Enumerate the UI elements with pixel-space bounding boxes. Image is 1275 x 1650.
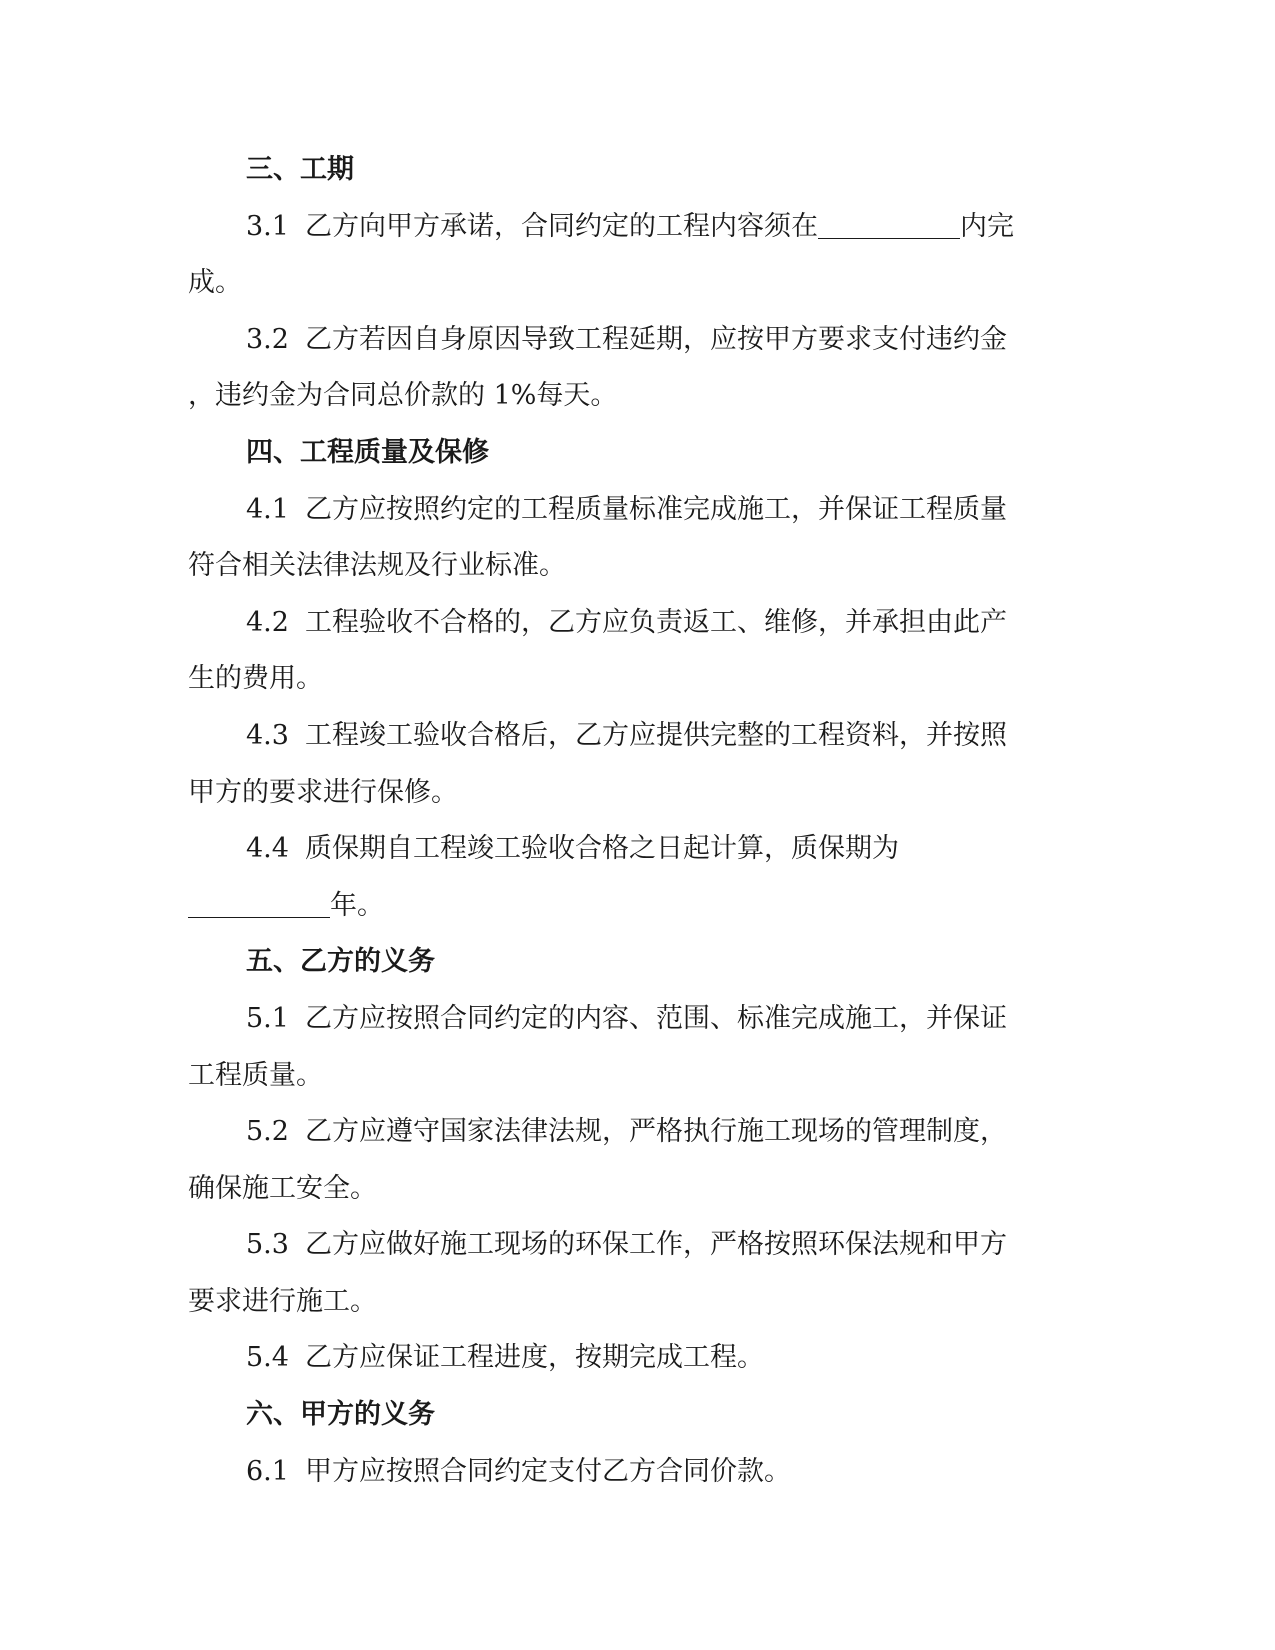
clause-3-1 [188, 199, 1058, 256]
clause-4-4 [188, 821, 1058, 878]
clause-text: 甲方应按照合同约定支付乙方合同价款。 [304, 1455, 791, 1487]
clause-number: 5.4 [246, 1342, 289, 1374]
section-heading: 三、工期 [246, 154, 354, 185]
clause-5-2 [188, 1104, 1058, 1161]
clause-number: 6.1 [246, 1455, 289, 1487]
clause-number: 4.2 [246, 606, 289, 638]
clause-5-2-continuation: 确保施工安全。 [188, 1172, 377, 1204]
clause-5-4 [188, 1330, 1058, 1387]
clause-number: 5.1 [246, 1002, 289, 1034]
fill-in-blank [818, 210, 960, 239]
document-body [188, 142, 1058, 1500]
clause-number: 4.4 [246, 833, 289, 865]
clause-6-1 [188, 1444, 1058, 1501]
clause-text: 乙方应做好施工现场的环保工作，严格按照环保法规和甲方 [304, 1229, 1007, 1261]
clause-5-3 [188, 1217, 1058, 1274]
section-heading: 六、甲方的义务 [246, 1399, 435, 1431]
clause-4-1-continuation: 符合相关法律法规及行业标准。 [188, 550, 566, 582]
clause-number: 4.1 [246, 493, 289, 525]
clause-5-1-continuation: 工程质量。 [188, 1059, 323, 1091]
clause-4-3 [188, 708, 1058, 765]
clause-text: 乙方应按照合同约定的内容、范围、标准完成施工，并保证 [304, 1002, 1007, 1034]
clause-text: 年。 [330, 889, 384, 921]
clause-text: 乙方若因自身原因导致工程延期，应按甲方要求支付违约金 [304, 323, 1007, 355]
clause-number: 4.3 [246, 719, 289, 751]
fill-in-blank [188, 889, 330, 918]
clause-text: 乙方应按照约定的工程质量标准完成施工，并保证工程质量 [304, 493, 1007, 525]
clause-number: 5.2 [246, 1116, 289, 1148]
clause-5-3-continuation: 要求进行施工。 [188, 1285, 377, 1317]
clause-4-2-continuation: 生的费用。 [188, 663, 323, 695]
clause-number: 3.2 [246, 323, 289, 355]
clause-4-3-continuation: 甲方的要求进行保修。 [188, 776, 458, 808]
section-heading: 四、工程质量及保修 [246, 436, 489, 468]
clause-3-2 [188, 312, 1058, 369]
clause-number: 5.3 [246, 1229, 289, 1261]
clause-text: 质保期自工程竣工验收合格之日起计算，质保期为 [304, 833, 899, 865]
clause-text: 乙方应保证工程进度，按期完成工程。 [304, 1342, 764, 1374]
section-heading: 五、乙方的义务 [246, 946, 435, 978]
clause-text: 工程竣工验收合格后，乙方应提供完整的工程资料，并按照 [304, 719, 1007, 751]
clause-5-1 [188, 991, 1058, 1048]
clause-4-4-continuation [188, 878, 1058, 935]
clause-3-1-continuation: 成。 [188, 267, 242, 299]
clause-text: 工程验收不合格的，乙方应负责返工、维修，并承担由此产 [304, 606, 1007, 638]
clause-text: 内完 [959, 210, 1014, 242]
clause-4-2 [188, 595, 1058, 652]
clause-text: 乙方应遵守国家法律法规，严格执行施工现场的管理制度， [304, 1116, 1007, 1148]
clause-number: 3.1 [246, 210, 289, 242]
clause-4-1 [188, 482, 1058, 539]
clause-3-2-continuation: ，违约金为合同总价款的 1%每天。 [188, 380, 618, 412]
clause-text: 乙方向甲方承诺，合同约定的工程内容须在 [304, 210, 818, 242]
